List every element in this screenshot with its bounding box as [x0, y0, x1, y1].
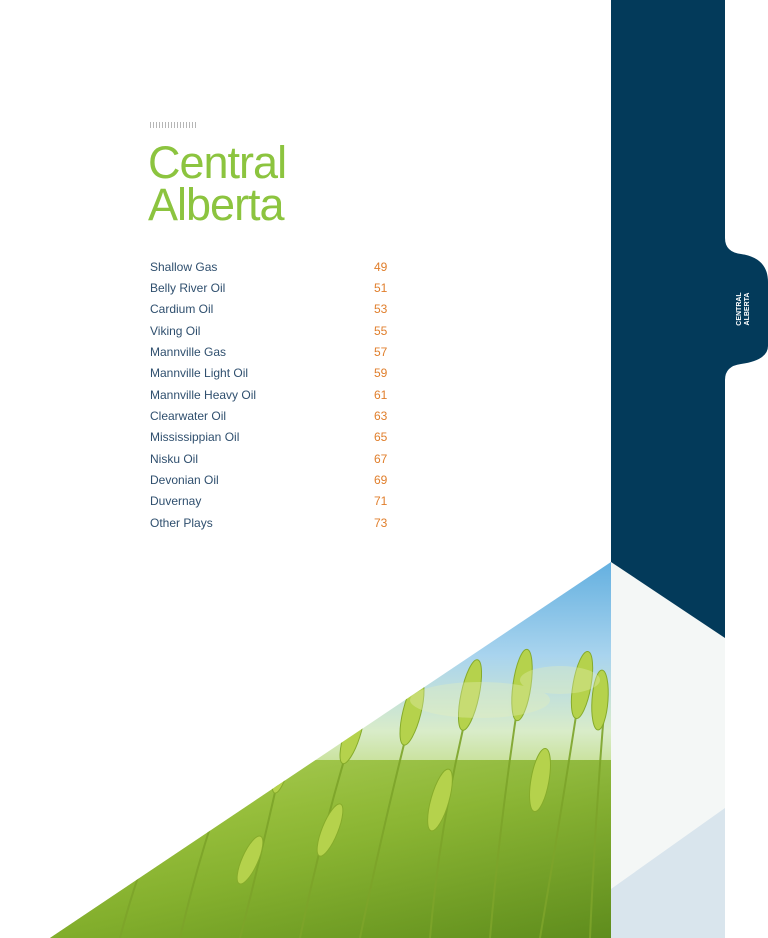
section-title: [148, 137, 287, 230]
section-tab-label-line1: CENTRAL: [736, 292, 743, 326]
toc-item-label: Nisku Oil: [150, 451, 199, 466]
table-of-contents: [150, 256, 390, 533]
toc-item-page: 57: [374, 345, 388, 360]
section-title-line1: Central: [148, 137, 287, 188]
toc-item[interactable]: [150, 427, 390, 448]
decorative-ruler: [150, 122, 198, 128]
toc-item-page: 71: [374, 494, 388, 509]
toc-item-page: 59: [374, 366, 388, 381]
section-tab-label-line2: ALBERTA: [744, 292, 751, 326]
toc-item[interactable]: [150, 469, 390, 490]
navy-band: [611, 0, 725, 638]
toc-item-label: Mannville Light Oil: [150, 366, 249, 381]
toc-item-page: 67: [374, 451, 388, 466]
toc-item[interactable]: [150, 491, 390, 512]
toc-item[interactable]: [150, 341, 390, 362]
toc-item[interactable]: [150, 384, 390, 405]
toc-item-label: Mannville Gas: [150, 345, 227, 360]
toc-item-label: Clearwater Oil: [150, 409, 227, 424]
toc-item[interactable]: [150, 448, 390, 469]
toc-item-page: 49: [374, 259, 388, 274]
toc-item-page: 73: [374, 515, 388, 530]
section-tab-label[interactable]: [732, 292, 762, 326]
toc-item-page: 61: [374, 387, 388, 402]
toc-item-label: Viking Oil: [150, 323, 201, 338]
toc-item-page: 69: [374, 473, 388, 488]
toc-item-label: Devonian Oil: [150, 473, 219, 488]
toc-item-label: Mannville Heavy Oil: [150, 387, 257, 402]
toc-item[interactable]: [150, 320, 390, 341]
toc-item[interactable]: [150, 405, 390, 426]
toc-item-page: 51: [374, 281, 388, 296]
toc-item-label: Cardium Oil: [150, 302, 214, 317]
toc-item-page: 63: [374, 409, 388, 424]
toc-item-label: Other Plays: [150, 515, 213, 530]
toc-item[interactable]: [150, 299, 390, 320]
toc-item[interactable]: [150, 256, 390, 277]
toc-item[interactable]: [150, 512, 390, 533]
toc-item-label: Shallow Gas: [150, 259, 218, 274]
toc-item-page: 55: [374, 323, 388, 338]
toc-item[interactable]: [150, 277, 390, 298]
toc-item-label: Belly River Oil: [150, 281, 226, 296]
toc-item-page: 53: [374, 302, 388, 317]
wheat-field-photo: [50, 562, 611, 938]
toc-item-label: Duvernay: [150, 494, 202, 509]
section-title-line2: Alberta: [148, 179, 284, 230]
toc-item-label: Mississippian Oil: [150, 430, 240, 445]
toc-item-page: 65: [374, 430, 388, 445]
toc-item[interactable]: [150, 363, 390, 384]
